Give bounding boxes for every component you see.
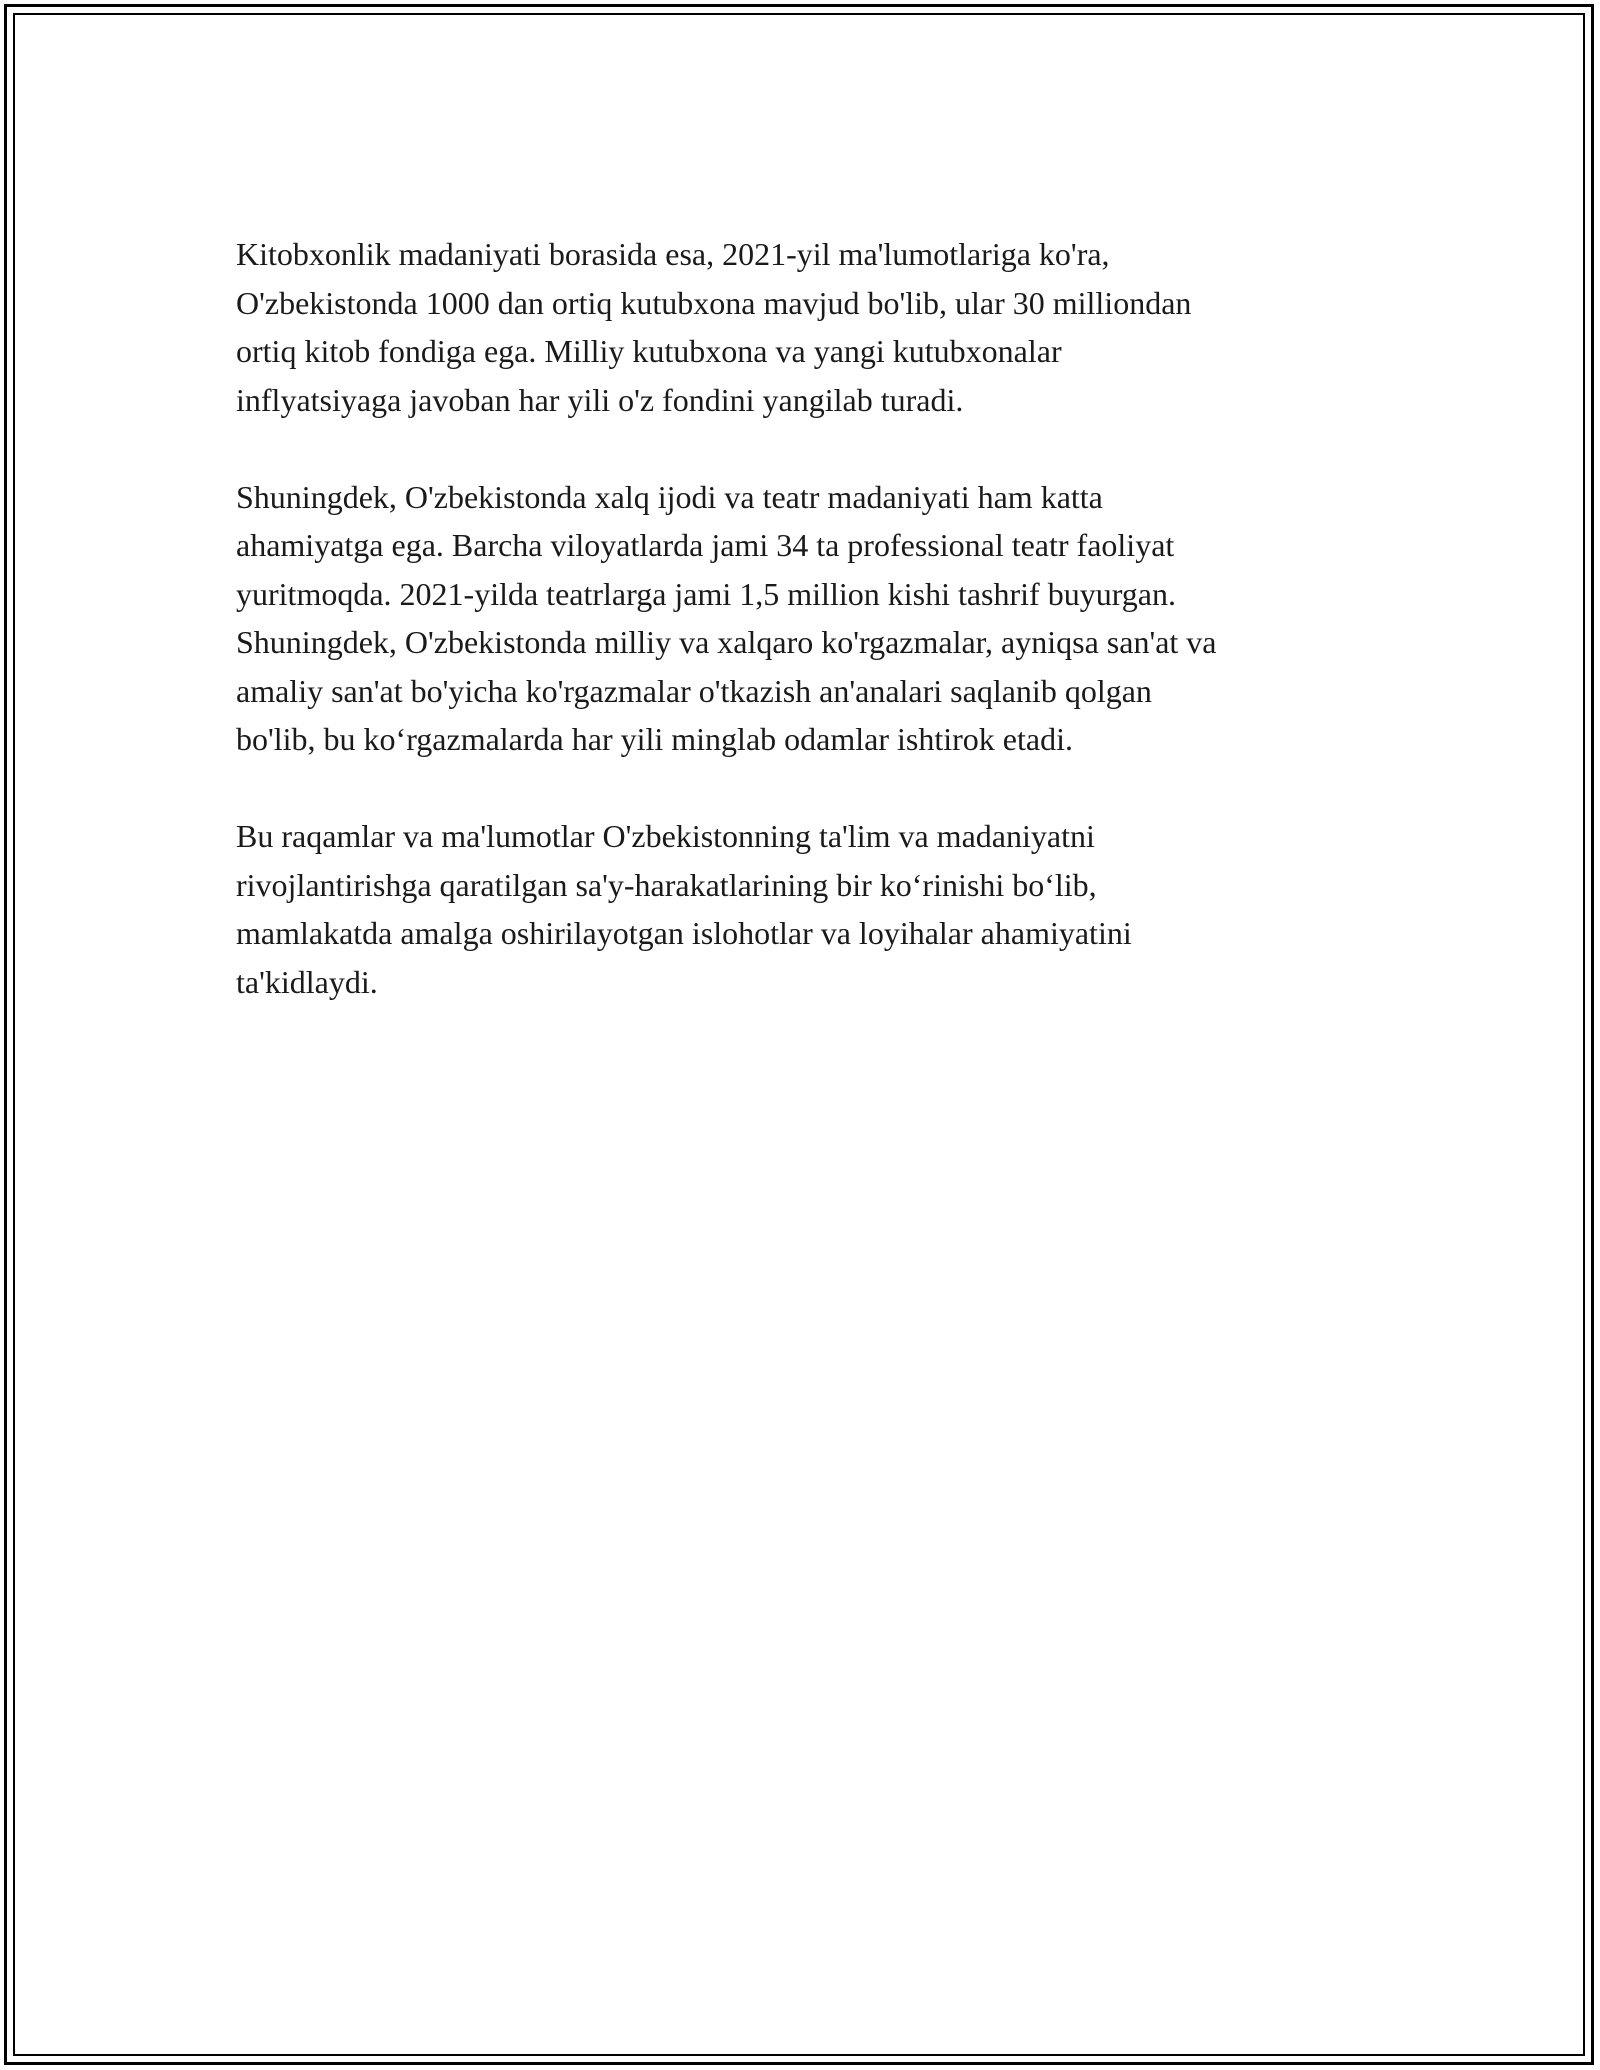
text-line: yuritmoqda. 2021-yilda teatrlarga jami 1,5 million kishi tashrif buyurgan. [236,575,1176,612]
text-line: ortiq kitob fondiga ega. Milliy kutubxona va yangi kutubxonalar [236,333,1062,369]
paragraph-2 [236,473,1416,764]
text-line: Shuningdek, O'zbekistonda milliy va xalqaro ko'rgazmalar, ayniqsa san'at va [236,624,1217,660]
text-line: inflyatsiyaga javoban har yili o'z fondini yangilab turadi. [236,381,964,418]
text-line: Kitobxonlik madaniyati borasida esa, 2021-yil ma'lumotlariga ko'ra, [236,236,1110,272]
text-line: bo'lib, bu ko‘rgazmalarda har yili minglab odamlar ishtirok etadi. [236,721,1073,757]
text-line: Shuningdek, O'zbekistonda xalq ijodi va teatr madaniyati ham katta [236,478,1103,515]
text-line: amaliy san'at bo'yicha ko'rgazmalar o'tkazish an'analari saqlanib qolgan [236,672,1152,709]
text-line: O'zbekistonda 1000 dan ortiq kutubxona mavjud bo'lib, ular 30 milliondan [236,284,1192,321]
paragraph-3 [236,812,1416,1006]
text-line: Bu raqamlar va ma'lumotlar O'zbekistonning ta'lim va madaniyatni [236,818,1095,854]
text-line: ahamiyatga ega. Barcha viloyatlarda jami 34 ta professional teatr faoliyat [236,527,1175,563]
paragraph-1 [236,230,1416,424]
text-line: rivojlantirishga qaratilgan sa'y-harakatlarining bir ko‘rinishi bo‘lib, [236,866,1097,903]
text-line: mamlakatda amalga oshirilayotgan islohotlar va loyihalar ahamiyatini [236,915,1132,951]
document-body [236,230,1416,1055]
text-line: ta'kidlaydi. [236,963,378,1000]
